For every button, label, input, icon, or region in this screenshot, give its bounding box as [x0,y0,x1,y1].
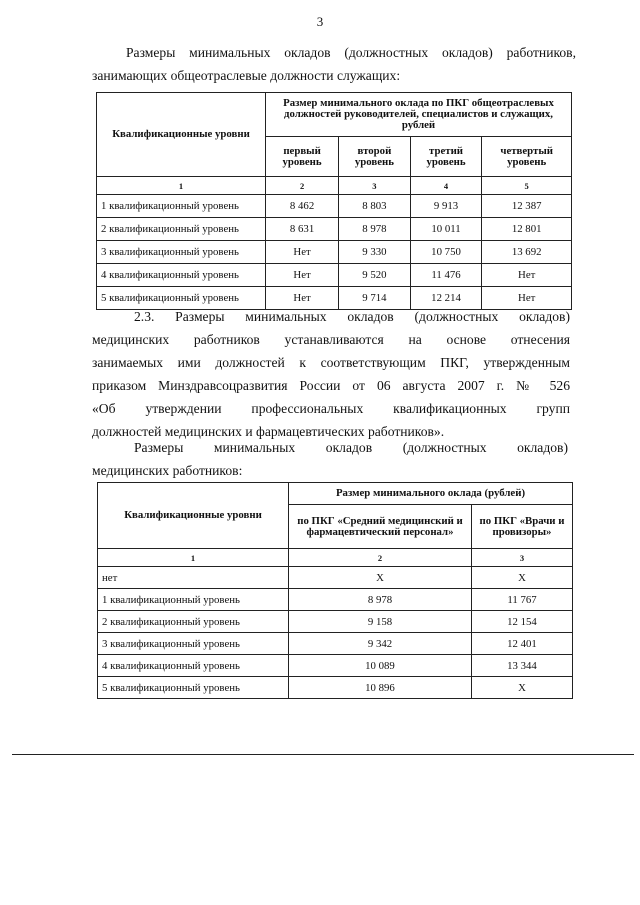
table2-num: 1 [98,549,289,567]
row-level: 1 квалификационный уровень [97,195,266,218]
cell-value: 13 692 [482,241,572,264]
cell-value: 9 158 [289,611,472,633]
salary-intro-medical [92,436,568,482]
section-line: 2.3. Размеры минимальных окладов (должностных окладов) [134,309,570,324]
cell-value: 13 344 [472,655,573,677]
row-level: 3 квалификационный уровень [98,633,289,655]
salary-intro-general [92,41,576,87]
cell-value: 10 089 [289,655,472,677]
table1-col-3: третий уровень [410,137,482,177]
row-level: 5 квалификационный уровень [98,677,289,699]
table1-num: 5 [482,177,572,195]
cell-value: 9 342 [289,633,472,655]
intro-line-1: Размеры минимальных окладов (должностных окладов) работников, [126,45,576,60]
cell-value: Нет [266,241,339,264]
table-row [97,195,572,218]
intro-line-1: Размеры минимальных окладов (должностных окладов) [134,440,568,455]
table-row [97,241,572,264]
row-level: 2 квалификационный уровень [98,611,289,633]
cell-value: 10 750 [410,241,482,264]
intro-line-2: медицинских работников: [92,463,243,478]
row-level: 4 квалификационный уровень [98,655,289,677]
table1-number-row [97,177,572,195]
cell-value: 10 896 [289,677,472,699]
section-line: медицинских работников устанавливаются на основе отнесения [92,332,570,347]
cell-value: 11 476 [410,264,482,287]
cell-value: Х [289,567,472,589]
table1-header-group: Размер минимального оклада по ПКГ общеотраслевых должностей руководителей, специалистов и служащих, рублей [266,93,572,137]
table1-num: 1 [97,177,266,195]
table-row [98,567,573,589]
section-line: приказом Минздравсоцразвития России от 06 августа 2007 г. № 526 [92,378,570,393]
section-line: «Об утверждении профессиональных квалификационных групп [92,401,570,416]
cell-value: Х [472,677,573,699]
table2-col-2: по ПКГ «Врачи и провизоры» [472,505,573,549]
cell-value: 12 214 [410,287,482,310]
table-row [98,677,573,699]
table1-col-2: второй уровень [339,137,411,177]
cell-value: 8 978 [339,218,411,241]
row-level: 3 квалификационный уровень [97,241,266,264]
cell-value: 9 520 [339,264,411,287]
cell-value: Нет [266,264,339,287]
cell-value: 9 330 [339,241,411,264]
section-2-3 [92,305,570,443]
intro-line-2: занимающих общеотраслевые должности служащих: [92,68,401,83]
cell-value: 12 387 [482,195,572,218]
general-salary-table [96,92,572,310]
cell-value: 8 462 [266,195,339,218]
table-row [97,218,572,241]
table2-num: 2 [289,549,472,567]
table1-col-1: первый уровень [266,137,339,177]
cell-value: 12 801 [482,218,572,241]
table-row [98,655,573,677]
table2-header-group: Размер минимального оклада (рублей) [289,483,573,505]
row-level: нет [98,567,289,589]
cell-value: Нет [266,287,339,310]
table-row [98,589,573,611]
cell-value: 9 913 [410,195,482,218]
table1-num: 4 [410,177,482,195]
cell-value: Нет [482,264,572,287]
cell-value: 12 154 [472,611,573,633]
table1-num: 3 [339,177,411,195]
cell-value: 10 011 [410,218,482,241]
section-line: занимаемых ими должностей к соответствующим ПКГ, утвержденным [92,355,570,370]
table-row [98,611,573,633]
table-row [97,264,572,287]
row-level: 4 квалификационный уровень [97,264,266,287]
table1-num: 2 [266,177,339,195]
table2-num: 3 [472,549,573,567]
cell-value: 8 978 [289,589,472,611]
cell-value: 8 631 [266,218,339,241]
row-level: 5 квалификационный уровень [97,287,266,310]
table1-col-4: четвертый уровень [482,137,572,177]
cell-value: 12 401 [472,633,573,655]
row-level: 1 квалификационный уровень [98,589,289,611]
medical-salary-table [97,482,573,699]
page-number: 3 [316,14,324,29]
table1-header-level: Квалификационные уровни [97,93,266,177]
cell-value: 8 803 [339,195,411,218]
cell-value: 11 767 [472,589,573,611]
table2-col-1: по ПКГ «Средний медицинский и фармацевтический персонал» [289,505,472,549]
cell-value: 9 714 [339,287,411,310]
section-line: должностей медицинских и фармацевтических работников». [92,424,445,439]
table2-number-row [98,549,573,567]
footer-divider [12,754,634,755]
cell-value: Нет [482,287,572,310]
table2-header-level: Квалификационные уровни [98,483,289,549]
row-level: 2 квалификационный уровень [97,218,266,241]
cell-value: Х [472,567,573,589]
table-row [98,633,573,655]
